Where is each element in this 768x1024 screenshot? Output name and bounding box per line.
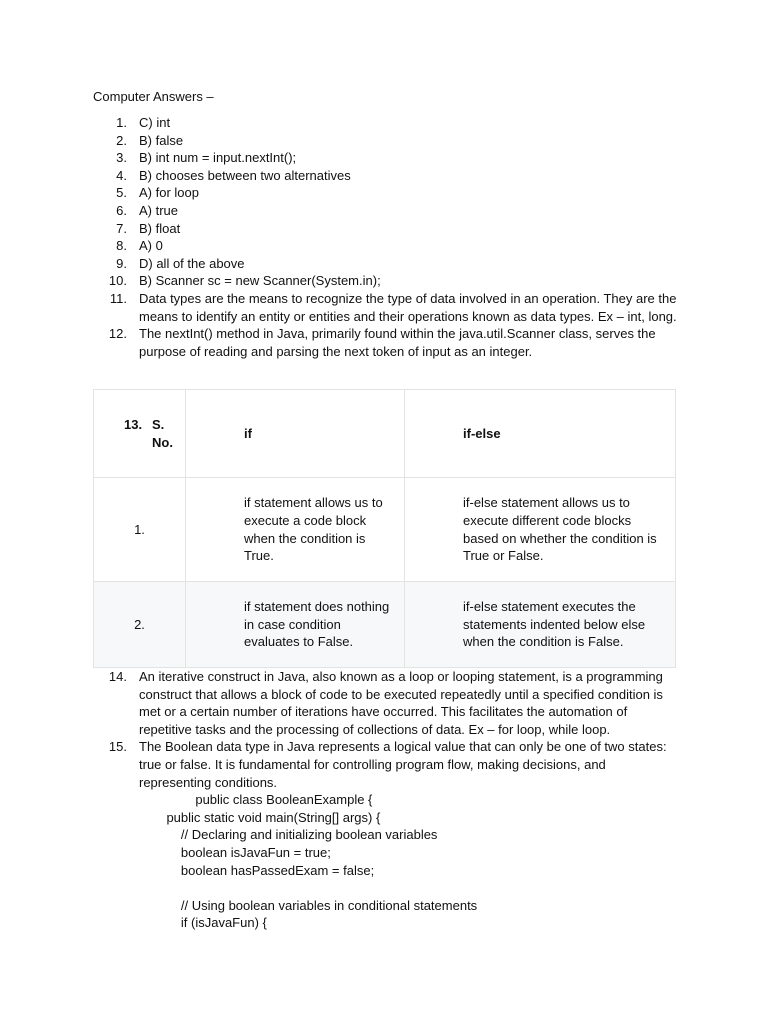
list-item (93, 220, 678, 238)
table-row-index: 1. (94, 478, 186, 582)
list-item (93, 114, 678, 132)
list-text: A) 0 (139, 238, 163, 254)
list-number: 3. (116, 150, 127, 166)
table-cell-if: if statement does nothing in case condition evaluates to False. (186, 582, 405, 668)
answers-list-short (93, 114, 678, 360)
list-number: 12. (108, 326, 127, 342)
list-number: 14. (108, 669, 127, 684)
code-block (139, 791, 678, 932)
list-number: 5. (116, 185, 127, 201)
list-text: B) Scanner sc = new Scanner(System.in); (139, 273, 381, 289)
if-vs-ifelse-table (93, 389, 676, 668)
table-row (94, 478, 676, 582)
list-number: 11. (109, 290, 127, 306)
list-number: 2. (116, 132, 127, 148)
table-header-ifelse: if-else (405, 390, 676, 478)
code-line: // Declaring and initializing boolean variables (152, 827, 438, 843)
list-number-13: 13. (124, 416, 143, 432)
list-item (93, 132, 678, 150)
code-line: boolean isJavaFun = true; (152, 844, 331, 860)
answers-list-long (93, 668, 678, 932)
list-item (93, 149, 678, 167)
list-text: B) chooses between two alternatives (139, 167, 351, 183)
list-item (93, 202, 678, 220)
list-text: B) false (139, 132, 184, 148)
list-text: B) int num = input.nextInt(); (139, 150, 297, 166)
list-item (93, 167, 678, 185)
code-line: public static void main(String[] args) { (152, 809, 381, 825)
list-number: 8. (116, 238, 127, 254)
code-line: if (isJavaFun) { (152, 915, 267, 931)
table-row (94, 582, 676, 668)
list-number: 1. (116, 115, 127, 130)
list-number: 6. (116, 202, 127, 218)
code-line: public class BooleanExample { (152, 792, 373, 808)
list-text: D) all of the above (139, 255, 245, 271)
table-cell-if: if statement allows us to execute a code block when the condition is True. (186, 478, 405, 582)
sno-header-label: S. No. (152, 416, 173, 450)
list-text: B) float (139, 220, 181, 236)
table-header-if: if (186, 390, 405, 478)
table-cell-ifelse: if-else statement executes the statements indented below else when the condition is False. (405, 582, 676, 668)
list-text: C) int (139, 115, 171, 130)
list-number: 10. (108, 273, 127, 289)
list-number: 4. (116, 167, 127, 183)
list-item (93, 184, 678, 202)
list-item (93, 668, 678, 738)
list-text: The nextInt() method in Java, primarily found within the java.util.Scanner class, serves the purpose of reading and parsing the next token of input as an integer. (139, 326, 656, 359)
table-cell-ifelse: if-else statement allows us to execute different code blocks based on whether the condition is True or False. (405, 478, 676, 582)
table-header-row (94, 390, 676, 478)
list-number: 7. (116, 220, 127, 236)
list-item (93, 255, 678, 273)
list-text: A) true (139, 202, 179, 218)
list-text: An iterative construct in Java, also known as a loop or looping statement, is a programming construct that allows a block of code to be executed repeatedly until a specified condition is met or a certain number of iterations have occurred. This facilitates the automation of repetitive tasks and the processing of collections of data. Ex – for loop, while loop. (139, 669, 663, 737)
list-item (93, 290, 678, 325)
code-line (93, 879, 678, 897)
page-heading: Computer Answers – (93, 89, 214, 104)
list-item (93, 738, 678, 932)
list-text: A) for loop (139, 185, 199, 201)
list-text: The Boolean data type in Java represents a logical value that can only be one of two states: true or false. It is fundamental for controlling program flow, making decisions, and representing conditions. (139, 739, 667, 790)
list-item (93, 325, 678, 360)
list-number: 15. (108, 739, 127, 755)
list-text: Data types are the means to recognize the type of data involved in an operation. They are the means to identify an entity or entities and their operations known as data types. Ex – int, long. (139, 290, 677, 324)
code-line: boolean hasPassedExam = false; (152, 862, 375, 878)
list-number: 9. (116, 255, 127, 271)
list-item (93, 272, 678, 290)
code-line: // Using boolean variables in conditional statements (152, 897, 478, 913)
table-header-sno (94, 390, 186, 478)
list-item (93, 237, 678, 255)
table-row-index: 2. (94, 582, 186, 668)
